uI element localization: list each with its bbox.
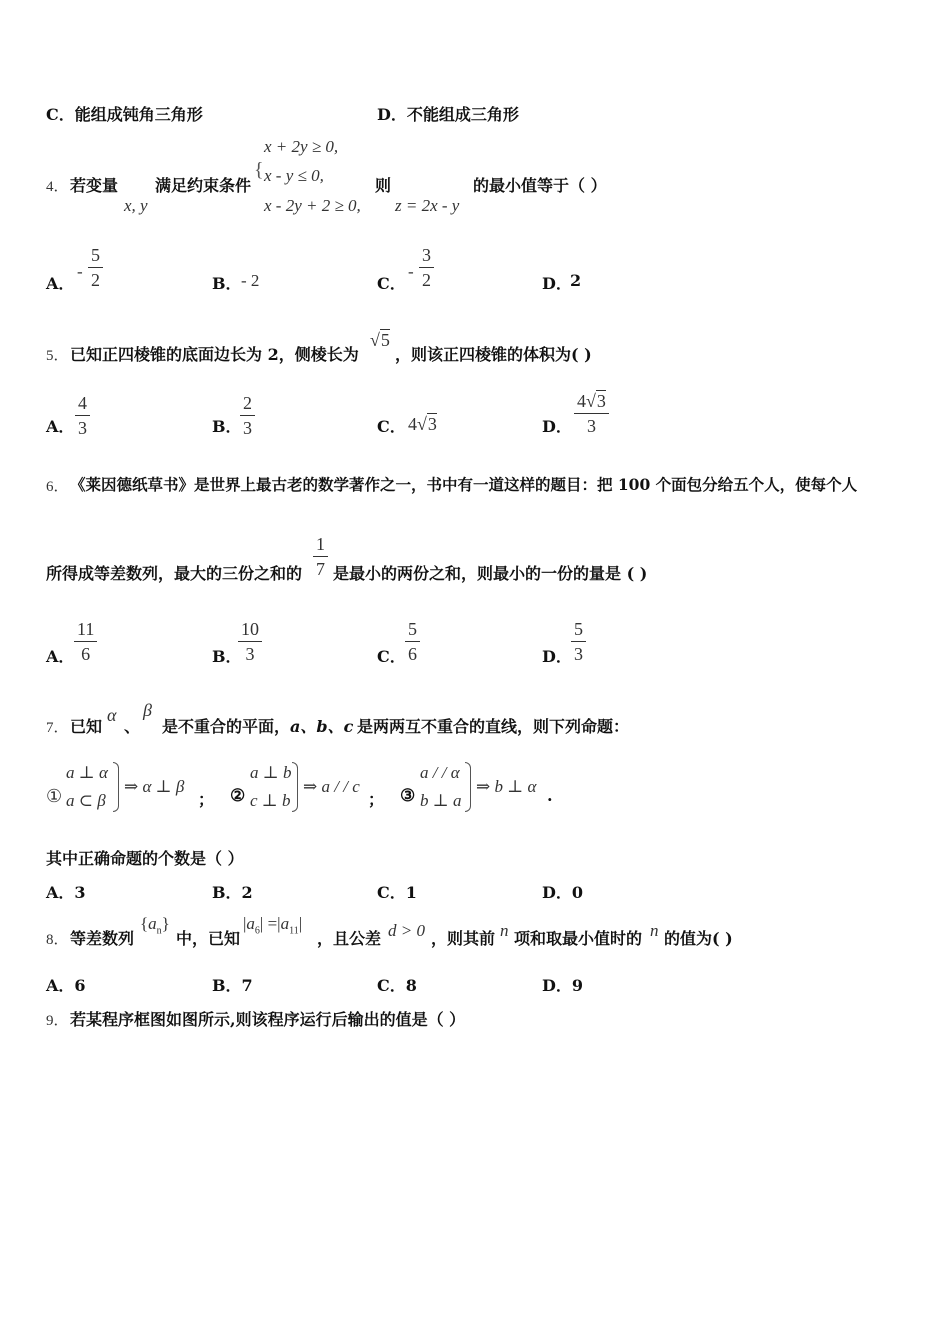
minus-sign: - — [408, 262, 414, 281]
period: . — [547, 786, 553, 805]
math-variables: x, y — [124, 196, 148, 215]
q3-option-d — [377, 102, 519, 125]
constraint-brace: { — [254, 159, 264, 181]
premise: c ⊥ b — [250, 791, 291, 810]
option-label: A． — [46, 647, 75, 666]
option-a: A．3 — [46, 883, 86, 902]
question-number: 5． — [46, 348, 69, 364]
conclusion: ⇒ α ⊥ β — [124, 777, 185, 796]
question-text: 则 — [375, 176, 392, 195]
question-text: 《莱因德纸草书》是世界上最古老的数学著作之一，书中有一道这样的题目：把 100 个面包分给五个人，使每个人 — [70, 475, 858, 494]
constraint-1: x + 2y ≥ 0, — [264, 137, 339, 156]
option-b: B．2 — [212, 883, 253, 902]
fraction: $\frac{11}{6}$ — [74, 620, 97, 663]
question-text: 若变量 — [70, 176, 119, 195]
right-brace — [292, 762, 298, 812]
option-label: C． — [377, 647, 406, 666]
math-n: n — [650, 921, 659, 940]
math-condition: d > 0 — [388, 921, 425, 940]
question-text: 等差数列 — [70, 929, 135, 948]
question-text: 已知正四棱锥的底面边长为 2，侧棱长为 — [70, 345, 359, 364]
option-text: 能组成钝角三角形 — [74, 105, 203, 124]
option-label: A． — [46, 274, 75, 293]
question-text: 其中正确命题的个数是（ ） — [46, 849, 244, 868]
question-text: ，则该正四棱锥的体积为( ) — [395, 345, 592, 364]
fraction: $\frac{4√3}{3}$ — [574, 392, 609, 435]
premise: a ⊂ β — [66, 791, 106, 810]
premise: b ⊥ a — [420, 791, 462, 810]
fraction: $\frac{1}{7}$ — [313, 535, 328, 578]
premise: a ⊥ b — [250, 763, 292, 782]
right-brace — [113, 762, 119, 812]
question-number: 8． — [46, 932, 69, 948]
separator: ； — [198, 790, 215, 809]
question-text: 是两两互不重合的直线，则下列命题： — [357, 717, 630, 736]
question-number: 6． — [46, 479, 69, 495]
option-b: B．7 — [212, 976, 253, 995]
option-c: C．1 — [377, 883, 417, 902]
fraction: $\frac{3}{2}$ — [419, 246, 434, 289]
fraction: $\frac{4}{3}$ — [75, 394, 90, 437]
abs-equation: $|a_6| =|a_{11}|$ — [243, 914, 303, 937]
objective-function: z = 2x - y — [395, 196, 460, 215]
option-label: A． — [46, 417, 75, 436]
option-label: B． — [212, 417, 242, 436]
proposition-2-marker: ② — [230, 786, 246, 806]
math-alpha: α — [107, 705, 117, 725]
question-text: 的最小值等于（ ） — [473, 176, 607, 195]
option-label: D． — [377, 105, 407, 124]
option-c: C．8 — [377, 976, 417, 995]
sqrt-expression: √5 — [370, 330, 390, 350]
math-n: n — [500, 921, 509, 940]
fraction: $\frac{5}{3}$ — [571, 620, 586, 663]
question-text: 满足约束条件 — [155, 176, 252, 195]
option-value: 2 — [570, 271, 582, 290]
separator: ； — [368, 790, 385, 809]
question-text: 是不重合的平面， — [162, 717, 291, 736]
fraction: $\frac{5}{6}$ — [405, 620, 420, 663]
option-text: 不能组成三角形 — [406, 105, 519, 124]
question-text: 所得成等差数列，最大的三份之和的 — [46, 564, 303, 583]
premise: a ⊥ α — [66, 763, 108, 782]
constraint-3: x - 2y + 2 ≥ 0, — [264, 196, 361, 215]
option-label: C． — [377, 274, 406, 293]
option-label: C． — [377, 417, 406, 436]
option-label: B． — [212, 274, 242, 293]
question-text: 中，已知 — [176, 929, 241, 948]
option-label: C． — [46, 105, 75, 124]
question-text: 若某程序框图如图所示,则该程序运行后输出的值是（ ） — [70, 1010, 466, 1029]
proposition-1-marker: ① — [46, 786, 63, 806]
option-label: D． — [542, 274, 572, 293]
right-brace — [465, 762, 471, 812]
question-text: 是最小的两份之和，则最小的一份的量是 ( ) — [333, 564, 648, 583]
option-value: - 2 — [241, 271, 260, 290]
question-text: ，且公差 — [317, 929, 382, 948]
option-a: A．6 — [46, 976, 86, 995]
option-label: D． — [542, 647, 572, 666]
question-text: 已知 — [70, 717, 103, 736]
conclusion: ⇒ a / / c — [303, 777, 360, 796]
option-d: D．0 — [542, 883, 584, 902]
minus-sign: - — [77, 262, 83, 281]
sqrt-expression: 4√3 — [408, 414, 437, 434]
separator: 、 — [124, 717, 141, 736]
option-label: D． — [542, 417, 572, 436]
option-label: B． — [212, 647, 242, 666]
fraction: $\frac{10}{3}$ — [238, 620, 262, 663]
question-text: ，则其前 — [431, 929, 496, 948]
proposition-3-marker: ③ — [400, 786, 416, 806]
question-text: 的值为( ) — [664, 929, 733, 948]
question-number: 4． — [46, 179, 69, 195]
conclusion: ⇒ b ⊥ α — [476, 777, 537, 796]
line-labels: a、b、c — [290, 717, 354, 736]
fraction: $\frac{2}{3}$ — [240, 394, 255, 437]
sequence-notation: $\{a_n\}$ — [140, 914, 170, 937]
math-beta: β — [143, 700, 152, 720]
option-d: D．9 — [542, 976, 584, 995]
question-text: 项和取最小值时的 — [514, 929, 643, 948]
q3-option-c — [46, 102, 203, 125]
question-number: 7． — [46, 720, 69, 736]
premise: a / / α — [420, 763, 460, 782]
question-number: 9． — [46, 1013, 69, 1029]
constraint-2: x - y ≤ 0, — [264, 166, 324, 185]
fraction: $\frac{5}{2}$ — [88, 246, 103, 289]
